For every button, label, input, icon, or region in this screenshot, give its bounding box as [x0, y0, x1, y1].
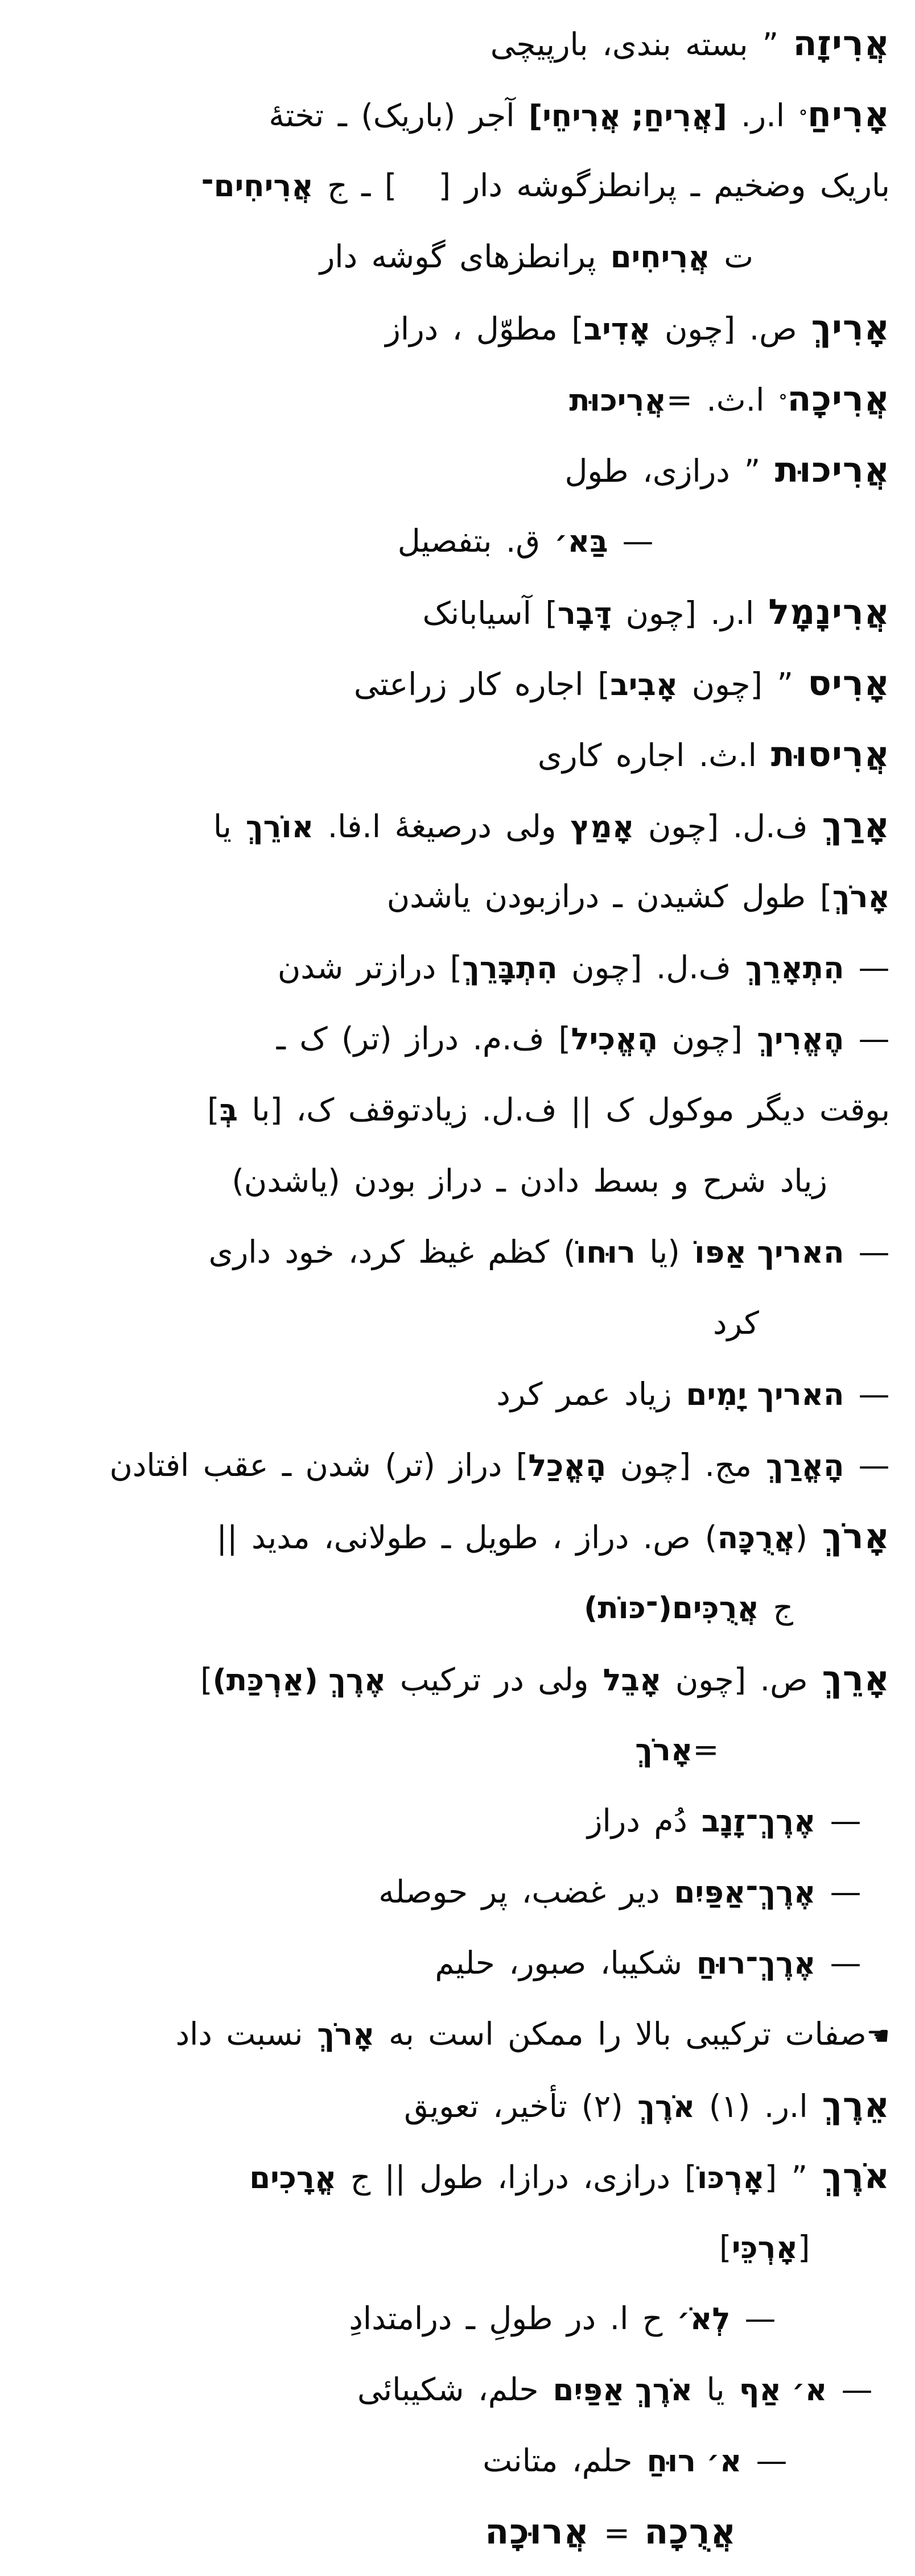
hebrew-term: אֲרֻכָּה [717, 1521, 796, 1556]
dictionary-line [17, 1572, 890, 1643]
dictionary-line [17, 648, 890, 719]
dictionary-line [17, 1146, 890, 1217]
definition-text: ] مطوّل ، دراز [385, 311, 584, 347]
definition-text: ت [710, 238, 753, 275]
definition-text: ] [207, 1091, 220, 1128]
dictionary-line [17, 1856, 890, 1928]
manicule-icon: ☚ [866, 2020, 890, 2051]
dictionary-line [17, 1928, 890, 1999]
definition-text: ق. بتفصیل [397, 523, 555, 559]
hebrew-term: אֹרֶךְ אַפַּיִם [553, 2373, 693, 2408]
definition-text: ” درازی، طول [564, 453, 775, 489]
definition-text: زیاد عمر کرد [496, 1376, 686, 1412]
definition-text: — [815, 1802, 862, 1839]
hebrew-term: רוּחוֹ [576, 1235, 636, 1270]
definition-text: ولی درصیغهٔ ا.فا. [314, 808, 571, 845]
hebrew-term: אָבִיב [610, 668, 678, 702]
hebrew-term: אֶרֶךְ־אַפַּיִם [674, 1875, 816, 1910]
definition-text: — [741, 2442, 788, 2479]
hebrew-term: אָמַץ [570, 810, 634, 845]
dictionary-line [17, 2496, 890, 2567]
hebrew-term: אָרֹךְ [317, 2017, 375, 2052]
dictionary-line [17, 2283, 890, 2354]
definition-text: [ [798, 2229, 810, 2265]
definition-text: — [844, 1376, 890, 1412]
definition-text: شکیبا، صبور، حلیم [435, 1945, 696, 1981]
dictionary-line [17, 1643, 890, 1714]
definition-text: — [827, 2371, 873, 2408]
definition-text: پرانطزهای گوشه دار [319, 238, 611, 275]
hebrew-term: אֲרֻכִּים(־כּוֹת) [584, 1591, 759, 1626]
definition-text: = [693, 1731, 719, 1768]
headword: אָרֵךְ [822, 1659, 890, 1699]
definition-text: [چون [658, 1020, 757, 1057]
dictionary-line [17, 1288, 890, 1359]
hebrew-term: האריך אַפּוֹ [694, 1235, 844, 1270]
hebrew-term: אֹרֶךְ [637, 2090, 695, 2124]
hebrew-term: א׳ רוּחַ [646, 2444, 742, 2479]
dictionary-line [17, 2212, 890, 2283]
definition-text: ] آسیابانک [422, 595, 558, 631]
headword: אֲרֻכָה [644, 2512, 736, 2552]
dictionary-line [17, 719, 890, 790]
definition-text: یا [693, 2371, 739, 2408]
headword: אֲרוּכָה [485, 2512, 590, 2552]
dictionary-line [17, 932, 890, 1003]
definition-text: دُم دراز [587, 1802, 702, 1839]
definition-text: یا [213, 808, 246, 845]
hebrew-term: האריך יָמִים [686, 1378, 844, 1412]
definition-text: ) ص. دراز ، طویل ـ طولانی، مدید || [216, 1519, 718, 1556]
definition-text: صفات ترکیبی بالا را ممکن است به [374, 2016, 867, 2052]
dictionary-line [17, 790, 890, 861]
definition-text: ] طول کشیدن ـ درازبودن یاشدن [386, 878, 832, 915]
definition-text: ] ف.م. دراز (تر) ک ـ [276, 1020, 571, 1057]
dictionary-line [17, 292, 890, 363]
definition-text: ا.ث. اجاره کاری [537, 737, 771, 774]
headword: אָרִיחַ [807, 94, 890, 135]
definition-text: ص. [چون [661, 1661, 822, 1698]
hebrew-term: א׳ אַף [739, 2373, 827, 2408]
definition-text: آجر (باریک) ـ تختهٔ [269, 97, 529, 134]
hebrew-term: הֶאֱרִיךְ [757, 1022, 844, 1057]
hebrew-term: אֲרִיחִים־ [201, 169, 314, 204]
definition-text: ا.ث. = [666, 382, 779, 418]
dictionary-line [17, 1785, 890, 1856]
definition-text: مج. [چون [606, 1447, 766, 1483]
dictionary-line [17, 1074, 890, 1146]
hebrew-term: אָדִיב [583, 312, 651, 347]
definition-text: ] درازی، درازا، طول || ج [336, 2159, 697, 2195]
hebrew-term: [אֲרִיחַ; אֲרִיחֵי] [528, 99, 727, 134]
definition-text: — [815, 1945, 862, 1981]
definition-text: ولی در ترکیب [386, 1661, 603, 1698]
headword: אֲרִיכוּת [774, 450, 890, 490]
headword: אֲרִיסוּת [770, 734, 890, 775]
hebrew-term: אָרֹךְ [832, 880, 890, 915]
dictionary-line [17, 1217, 890, 1288]
dictionary-line [17, 1714, 890, 1785]
definition-text: — [844, 1447, 890, 1483]
definition-text: ف.ل. [چون [557, 949, 745, 986]
dictionary-line [17, 2141, 890, 2212]
dictionary-column [17, 8, 890, 2567]
definition-text: — [730, 2300, 776, 2337]
hebrew-term: בַּא׳ [554, 524, 608, 559]
hebrew-term: הֶאֱכִיל [571, 1022, 658, 1057]
hebrew-term: אָרֹךְ [635, 1733, 693, 1768]
degree-marker: ° [798, 107, 807, 127]
definition-text: ج [759, 1589, 793, 1626]
definition-text: حلم، متانت [483, 2442, 647, 2479]
hebrew-term: אֲרִיחִים [610, 240, 710, 275]
definition-text: بوقت دیگر موکول ک || ف.ل. زیادتوقف ک، [با [237, 1091, 890, 1128]
degree-marker: ° [778, 391, 788, 412]
headword: אָרִיס [807, 663, 890, 704]
hebrew-term: בְּ [219, 1093, 238, 1128]
dictionary-line [17, 1501, 890, 1572]
headword: אֹרֶךְ [822, 2156, 890, 2197]
definition-text: ] [200, 1661, 213, 1698]
definition-text: ص. [چون [650, 311, 811, 347]
definition-text: حلم، شکیبائی [357, 2371, 553, 2408]
headword: אֵרֶךְ [822, 2085, 890, 2126]
dictionary-line [17, 2070, 890, 2141]
dictionary-line [17, 150, 890, 221]
dictionary-line [17, 1430, 890, 1501]
definition-text: — [844, 1020, 890, 1057]
definition-text: = [589, 2515, 645, 2551]
definition-text: — [608, 523, 654, 559]
definition-text: دیر غضب، پر حوصله [378, 1874, 674, 1910]
hebrew-term: אָרְכֵּי [731, 2231, 798, 2265]
headword: אָרִיךְ [811, 308, 890, 348]
definition-text: — [844, 949, 890, 986]
definition-text: باریک وضخیم ـ پرانطزگوشه دار [ ] ـ ج [313, 167, 890, 204]
headword: אֲרִינָמָל [768, 592, 890, 632]
definition-text: — [815, 1874, 862, 1910]
definition-text: (یا [635, 1234, 695, 1270]
dictionary-line [17, 1003, 890, 1074]
definition-text: زیاد شرح و بسط دادن ـ دراز بودن (یاشدن) [232, 1163, 827, 1199]
definition-text: ( [795, 1519, 822, 1556]
dictionary-line [17, 2425, 890, 2496]
dictionary-line [17, 2354, 890, 2425]
definition-text: — [844, 1234, 890, 1270]
dictionary-line [17, 861, 890, 932]
definition-text: کرد [712, 1305, 759, 1341]
dictionary-line [17, 506, 890, 577]
dictionary-line [17, 8, 890, 79]
dictionary-line [17, 79, 890, 150]
hebrew-term: אָבֵל [603, 1663, 662, 1698]
definition-text: ] درازتر شدن [277, 949, 463, 986]
hebrew-term: אֲרִיכוּת [569, 383, 666, 418]
definition-text: ا.ر. [727, 97, 799, 134]
definition-text: ف.ل. [چون [634, 808, 822, 845]
headword: אֲרִיזָה [793, 23, 890, 64]
definition-text: (۲) تأخیر، تعویق [404, 2088, 638, 2124]
dictionary-line [17, 435, 890, 506]
definition-text: ا.ر. [چون [612, 595, 769, 631]
dictionary-line [17, 1999, 890, 2070]
definition-text: ] [719, 2229, 732, 2265]
definition-text: ” [ [764, 2159, 822, 2195]
headword: אָרַךְ [822, 805, 890, 846]
headword: אֲרִיכָה [787, 379, 890, 419]
hebrew-term: הָאֳרַךְ [765, 1449, 844, 1483]
definition-text: ) کظم غیظ کرد، خود داری [208, 1234, 576, 1270]
definition-text: ] دراز (تر) شدن ـ عقب افتادن [109, 1447, 529, 1483]
hebrew-term: אֶרֶךְ־רוּחַ [696, 1946, 816, 1981]
dictionary-line [17, 577, 890, 648]
dictionary-line [17, 221, 890, 292]
hebrew-term: הִתְבָּרֵךְ [462, 951, 558, 986]
definition-text: ] اجاره کار زراعتی [353, 666, 611, 702]
hebrew-term: דָּבָר [557, 597, 612, 631]
hebrew-term: אֶרֶךְ (אַרְכַּת) [212, 1663, 386, 1698]
hebrew-term: אֶרֶךְ־זָנָב [701, 1804, 816, 1839]
definition-text: ” [چون [678, 666, 808, 702]
dictionary-line [17, 1359, 890, 1430]
hebrew-term: אֳרָכִים [249, 2161, 337, 2195]
definition-text: نسبت داد [175, 2016, 318, 2052]
hebrew-term: לְאֹ׳ [677, 2302, 731, 2337]
headword: אָרֹךְ [822, 1516, 890, 1557]
definition-text: ” بسته بندی، بارپیچی [490, 26, 793, 63]
definition-text: ا.ر. (۱) [695, 2088, 822, 2124]
hebrew-term: אוֹרֵךְ [245, 810, 314, 845]
definition-text: ح ا. در طولِ ـ درامتدادِ [349, 2300, 677, 2337]
hebrew-term: הָאֳכַל [528, 1449, 607, 1483]
hebrew-term: הִתְאָרֵךְ [745, 951, 844, 986]
hebrew-term: אָרְכּוֹ [696, 2161, 765, 2195]
dictionary-line [17, 363, 890, 435]
